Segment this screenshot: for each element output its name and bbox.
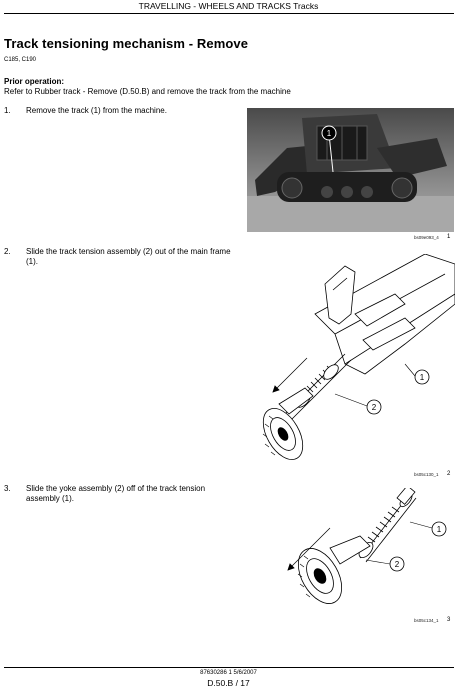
- figure-2-drawing: [255, 254, 455, 466]
- figure-3-drawing: [270, 488, 455, 613]
- page-number: D.50.B / 17: [207, 678, 250, 688]
- step-number: 3.: [4, 484, 11, 493]
- figure-1-callout-1: 1: [326, 129, 332, 138]
- step-3: [4, 484, 244, 508]
- header-rule: [4, 13, 454, 14]
- step-number: 1.: [4, 106, 11, 115]
- step-number: 2.: [4, 247, 11, 256]
- model-list: C185, C190: [4, 57, 37, 63]
- step-text: Remove the track (1) from the machine.: [26, 106, 167, 115]
- figure-2-number: 2: [447, 471, 451, 477]
- step-text: Slide the yoke assembly (2) off of the track tension assembly (1).: [26, 484, 206, 503]
- figure-1-code: bs09e093_4: [414, 235, 439, 240]
- figure-3-number: 3: [447, 617, 451, 623]
- running-header: TRAVELLING - WHEELS AND TRACKS Tracks: [138, 1, 319, 11]
- step-1: [4, 106, 244, 126]
- step-2: [4, 247, 244, 271]
- step-text: Slide the track tension assembly (2) out of the main frame (1).: [26, 247, 231, 266]
- footer-rule: [4, 667, 454, 668]
- figure-1-number: 1: [447, 234, 451, 240]
- figure-1-photo: [247, 108, 454, 232]
- figure-2-callout-2: 2: [371, 403, 377, 412]
- figure-2-code: bs05c130_1: [414, 472, 439, 477]
- figure-3-callout-1: 1: [436, 525, 442, 534]
- figure-2-callout-1: 1: [419, 373, 425, 382]
- figure-3-callout-2: 2: [394, 560, 400, 569]
- prior-operation-text: Refer to Rubber track - Remove (D.50.B) and remove the track from the machine: [4, 87, 291, 96]
- prior-operation-heading: Prior operation:: [4, 77, 65, 86]
- figure-3-code: bs05c134_1: [414, 618, 439, 623]
- document-number: 87630286 1 5/6/2007: [200, 670, 257, 676]
- page-title: Track tensioning mechanism - Remove: [4, 36, 249, 51]
